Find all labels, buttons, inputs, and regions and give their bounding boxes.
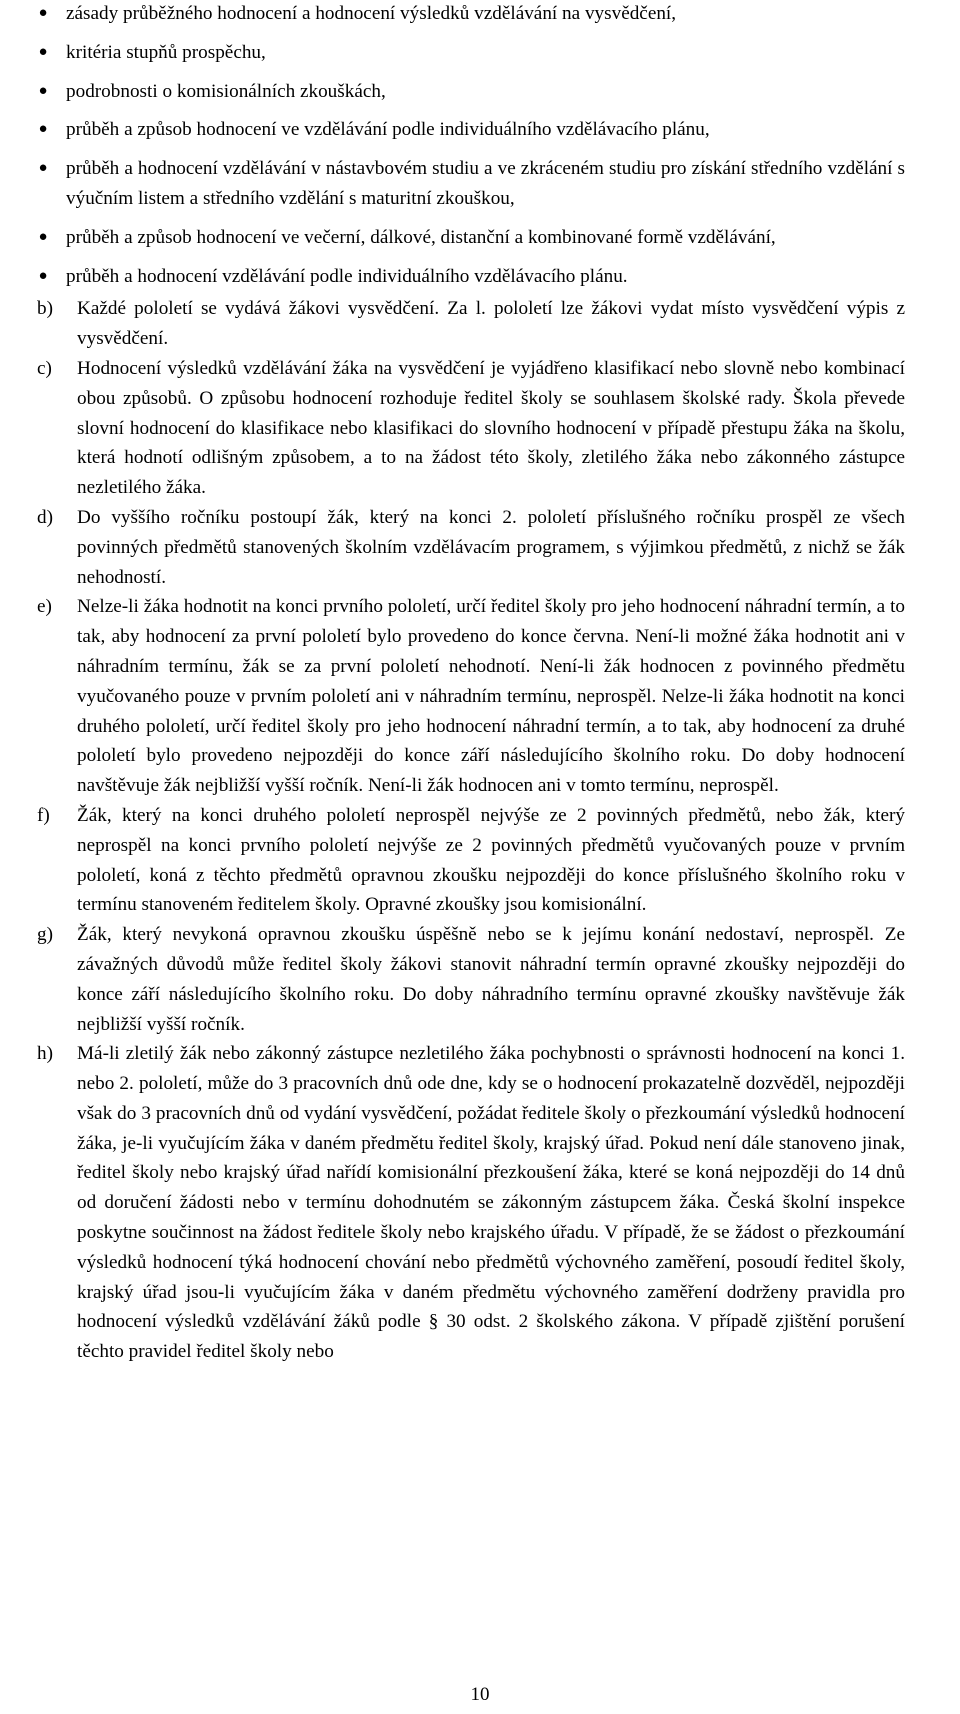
paragraph-h <box>37 1039 905 1367</box>
paragraph-d <box>37 503 905 592</box>
item-text: Žák, který na konci druhého pololetí neprospěl nejvýše ze 2 povinných předmětů, nebo žák, který neprospěl na konci prvního pololetí nejvýše ze 2 povinných předmětů vyučovaných pouze v prvním pololetí, koná z těchto předmětů opravnou zkoušku nejpozději do konce příslušného školního roku v termínu stanoveném ředitelem školy. Opravné zkoušky jsou komisionální. <box>77 804 905 916</box>
paragraph-e <box>37 592 905 801</box>
bullet-icon: ● <box>38 82 48 99</box>
item-text: Má-li zletilý žák nebo zákonný zástupce nezletilého žáka pochybnosti o správnosti hodnocení na konci 1. nebo 2. pololetí, může do 3 pracovních dnů ode dne, kdy se o hodnocení prokazatelně dozvěděl, nejpozději však do 3 pracovních dnů od vydání vysvědčení, požádat ředitele školy o přezkoumání výsledků hodnocení žáka, je-li vyučujícím žáka v daném předmětu ředitel školy, krajský úřad. Pokud není dále stanoveno jinak, ředitel školy nebo krajský úřad nařídí komisionální přezkoušení žáka, které se koná nejpozději do 14 dnů od doručení žádosti nebo v termínu dohodnutém se zákonným zástupcem žáka. Česká školní inspekce poskytne součinnost na žádost ředitele školy nebo krajského úřadu. V případě, že se žádost o přezkoumání výsledků hodnocení týká hodnocení chování nebo předmětů výchovného zaměření, posoudí ředitel školy, krajský úřad jsou-li vyučujícím žáka v daném předmětu výchovného zaměření dodrženy pravidla pro hodnocení výsledků vzdělávání žáků podle § 30 odst. 2 školského zákona. V případě zjištění porušení těchto pravidel ředitel školy nebo <box>77 1043 905 1363</box>
item-marker: f) <box>37 804 50 826</box>
bullet-list <box>37 0 905 291</box>
item-text: Nelze-li žáka hodnotit na konci prvního pololetí, určí ředitel školy pro jeho hodnocení náhradní termín, a to tak, aby hodnocení za první pololetí bylo provedeno do konce června. Není-li možné žáka hodnotit ani v náhradním termínu, žák se za první pololetí nehodnotí. Není-li žák hodnocen z povinného předmětu vyučovaného pouze v prvním pololetí ani v náhradním termínu, neprospěl. Nelze-li žáka hodnotit na konci druhého pololetí, určí ředitel školy pro jeho hodnocení náhradní termín, a to tak, aby hodnocení za druhé pololetí bylo provedeno nejpozději do konce září následujícího školního roku. Do doby hodnocení navštěvuje žák nejbližší vyšší ročník. Není-li žák hodnocen ani v tomto termínu, neprospěl. <box>77 596 905 797</box>
list-item: ● zásady průběžného hodnocení a hodnocení výsledků vzdělávání na vysvědčení, <box>37 0 905 29</box>
item-text: Žák, který nevykoná opravnou zkoušku úspěšně nebo se k jejímu konání nedostaví, neprospěl. Ze závažných důvodů může ředitel školy žákovi stanovit náhradní termín opravné zkoušky nejpozději do konce září následujícího školního roku. Do doby náhradního termínu opravné zkoušky navštěvuje žák nejbližší vyšší ročník. <box>77 924 905 1035</box>
list-item: ● kritéria stupňů prospěchu, <box>37 38 905 68</box>
bullet-icon: ● <box>38 228 48 245</box>
bullet-icon: ● <box>38 160 48 177</box>
document-body <box>37 0 905 1367</box>
item-text: Každé pololetí se vydává žákovi vysvědčení. Za l. pololetí lze žákovi vydat místo vysvědčení výpis z vysvědčení. <box>77 298 905 350</box>
list-item: ● průběh a hodnocení vzdělávání v nástavbovém studiu a ve zkráceném studiu pro získání středního vzdělání s výučním listem a středního vzdělání s maturitní zkouškou, <box>37 154 905 214</box>
item-marker: c) <box>37 357 52 379</box>
page-number: 10 <box>470 1684 490 1705</box>
bullet-icon: ● <box>38 121 48 138</box>
item-text: Do vyššího ročníku postoupí žák, který na konci 2. pololetí příslušného ročníku prospěl ze všech povinných předmětů stanovených školním vzdělávacím programem, s výjimkou předmětů, z nichž se žák nehodností. <box>77 506 905 588</box>
item-marker: d) <box>37 506 53 528</box>
item-marker: g) <box>37 924 53 946</box>
paragraph-f <box>37 801 905 920</box>
bullet-icon: ● <box>38 5 48 21</box>
item-marker: h) <box>37 1043 53 1065</box>
paragraph-b <box>37 294 905 354</box>
item-text: Hodnocení výsledků vzdělávání žáka na vysvědčení je vyjádřeno klasifikací nebo slovně nebo kombinací obou způsobů. O způsobu hodnocení rozhoduje ředitel školy se souhlasem školské rady. Škola převede slovní hodnocení do klasifikace nebo klasifikaci do slovního hodnocení v případě přestupu žáka na školu, která hodnotí odlišným způsobem, a to na žádost této školy, zletilého žáka nebo zákonného zástupce nezletilého žáka. <box>77 357 905 499</box>
list-item: ● průběh a hodnocení vzdělávání podle individuálního vzdělávacího plánu. <box>37 262 905 292</box>
bullet-icon: ● <box>38 43 48 60</box>
bullet-icon: ● <box>38 267 48 284</box>
list-item: ● podrobnosti o komisionálních zkouškách, <box>37 77 905 107</box>
paragraph-g <box>37 920 905 1039</box>
item-marker: e) <box>37 596 52 618</box>
item-marker: b) <box>37 298 53 320</box>
paragraph-c <box>37 354 905 503</box>
list-item: ● průběh a způsob hodnocení ve vzdělávání podle individuálního vzdělávacího plánu, <box>37 115 905 145</box>
list-item: ● průběh a způsob hodnocení ve večerní, dálkové, distanční a kombinované formě vzdělávání, <box>37 223 905 253</box>
